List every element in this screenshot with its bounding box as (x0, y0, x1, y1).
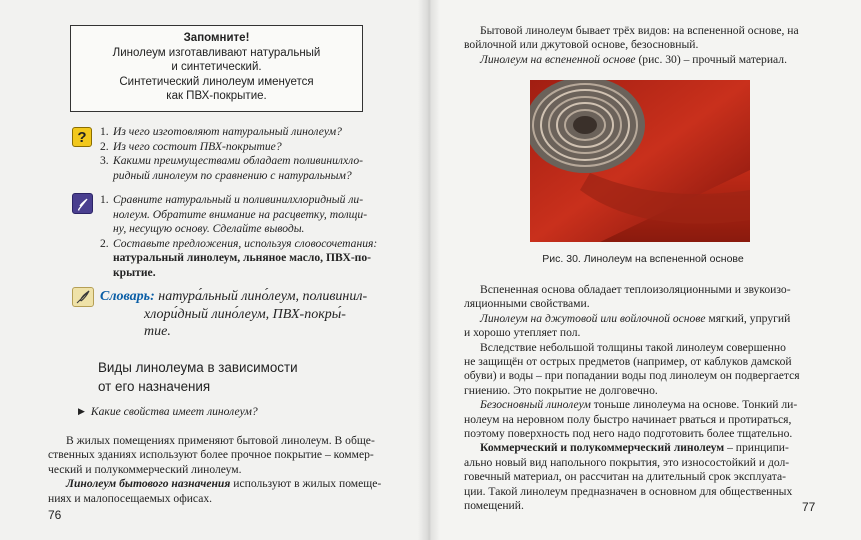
body-paragraphs: Вспененная основа обладает теплоизоляционными и звукоизо- ляционными свойствами. Линолеум на джутовой или войлочной основе мягкий, упругий и хорошо утепляет пол. Вследствие небольшой толщины такой линолеум совершенно не защищён от острых предметов (например, от каблуков дамской обуви) и воды – при попадании воды под линолеум он подвергается гниению. Это покрытие не долговечно. Безосновный линолеум тоньше линолеума на основе. Тонкий ли- нолеум на неровном полу быстро начинает рваться и протираться, поэтому поверхность под него надо подготовить более тщательно. Коммерческий и полукоммерческий линолеум – принципи- ально новый вид напольного покрытия, это износостойкий и дол- говечный материал, он рассчитан на длительный срок эксплуата- ции. Такой линолеум предназначен в основном для общественных помещений. (464, 283, 800, 513)
task-list (100, 193, 400, 281)
list-item-continuation: ридный линолеум по сравнению с натуральным? (113, 168, 352, 182)
list-item-bold: натуральный линолеум, льняное масло, ПВХ-по- (113, 251, 372, 265)
remember-line: как ПВХ-покрытие. (166, 90, 267, 102)
remember-line: Линолеум изготавливают натуральный (112, 46, 321, 59)
list-item: 2. Из чего состоит ПВХ-покрытие? (100, 139, 282, 153)
remember-line: и синтетический. (171, 61, 262, 73)
list-item-bold: крытие. (113, 265, 156, 279)
list-item: 1. Сравните натуральный и поливинилхлоридный ли- (100, 193, 364, 206)
list-item: 3. Какими преимуществами обладает поливинилхло- (100, 154, 363, 168)
paragraph: В жилых помещениях применяют бытовой линолеум. В обще- ственных зданиях используют более прочное покрытие – коммер- ческий и полукоммерческий линолеум. Линолеум бытового назначения используют в жилых помеще- ниях и малопосещаемых офисах. (48, 434, 382, 505)
book-gutter (418, 0, 440, 540)
guiding-question: ▶ Какие свойства имеет линолеум? (78, 405, 258, 418)
dictionary-line: тие. (144, 324, 171, 340)
linoleum-roll-photo (530, 80, 750, 242)
dictionary-line: натура́льный лино́леум, поливинил- (158, 289, 368, 304)
quill-icon (72, 287, 94, 307)
list-item-continuation: нолеум. Обратите внимание на расцветку, толщи- (113, 207, 368, 221)
pen-icon (72, 193, 93, 214)
page-number: 77 (802, 500, 816, 514)
remember-box (70, 25, 363, 112)
triangle-bullet-icon: ▶ (78, 406, 85, 416)
question-list (100, 125, 400, 183)
list-item: 2. Составьте предложения, используя словосочетания: (100, 236, 378, 250)
remember-line: Синтетический линолеум именуется (119, 75, 314, 88)
question-mark-icon: ? (72, 127, 92, 147)
section-heading: Виды линолеума в зависимости от его назначения (98, 360, 298, 394)
page-number: 76 (48, 508, 62, 522)
dictionary-label: Словарь: (100, 289, 155, 304)
dictionary-line: хлори́дный лино́леум, ПВХ-покры́- (144, 306, 346, 322)
dictionary-block (100, 288, 390, 341)
term-bold: Линолеум бытового назначения (66, 477, 231, 491)
remember-title: Запомните! (183, 32, 250, 44)
list-item: 1. Из чего изготовляют натуральный линолеум? (100, 125, 342, 138)
figure-caption: Рис. 30. Линолеум на вспененной основе (542, 253, 744, 265)
intro-paragraph: Бытовой линолеум бывает трёх видов: на вспененной основе, на войлочной или джутовой основе, безосновный. Линолеум на вспененной основе (рис. 30) – прочный материал. (464, 24, 799, 66)
list-item-continuation: ну, несущую основу. Сделайте выводы. (113, 222, 305, 236)
left-page (0, 0, 428, 540)
